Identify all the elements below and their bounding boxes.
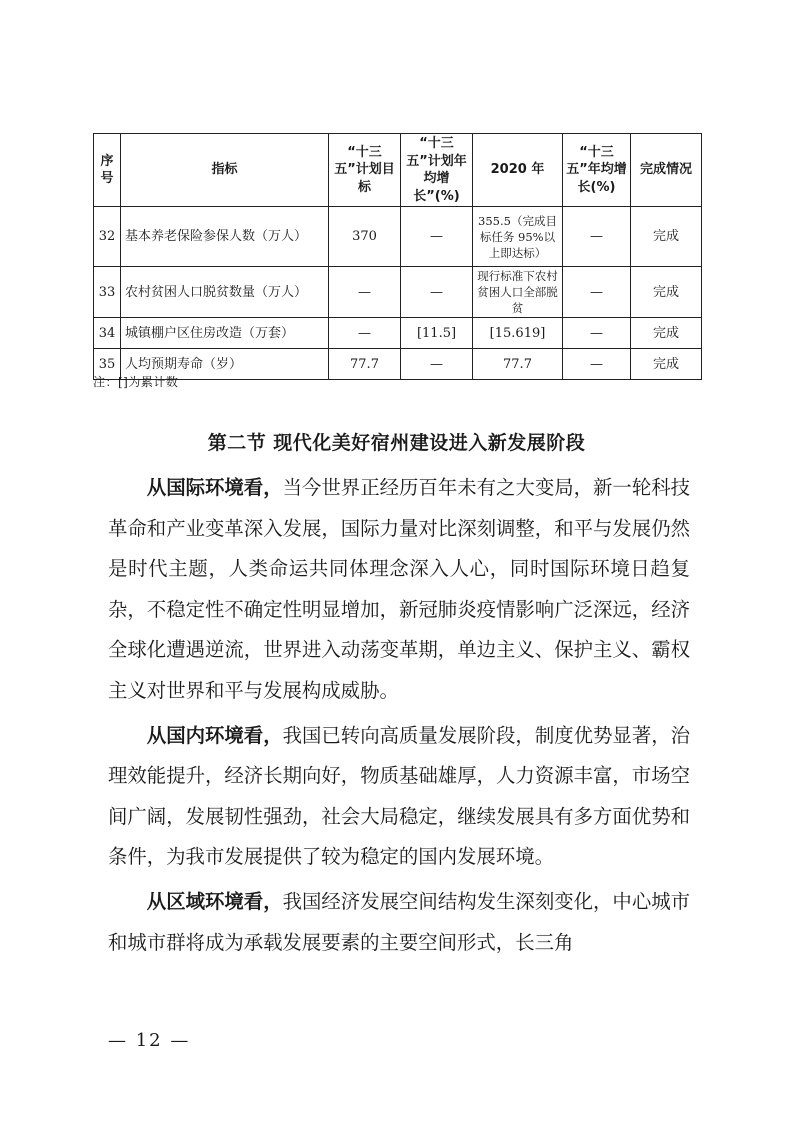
cell-indicator: 基本养老保险参保人数（万人） (121, 207, 329, 267)
table-row (94, 207, 702, 267)
cell-actual-growth: — (563, 349, 631, 380)
cell-num: 35 (94, 349, 121, 380)
table-row (94, 349, 702, 380)
cell-num: 34 (94, 318, 121, 349)
paragraph-text: 我国经济发展空间结构发生深刻变化，中心城市和城市群将成为承载发展要素的主要空间形式，长三角 (108, 889, 691, 954)
cell-indicator: 人均预期寿命（岁） (121, 349, 329, 380)
cell-num: 33 (94, 267, 121, 318)
header-plan-growth: “十三五”计划年均增长”(%) (401, 134, 473, 207)
cell-actual-growth: — (563, 318, 631, 349)
paragraph-domestic (108, 716, 690, 878)
cell-plan-target: — (329, 267, 401, 318)
cell-num: 32 (94, 207, 121, 267)
cell-indicator: 农村贫困人口脱贫数量（万人） (121, 267, 329, 318)
cell-status: 完成 (631, 207, 702, 267)
cell-2020: 77.7 (473, 349, 563, 380)
paragraph-text: 我国已转向高质量发展阶段，制度优势显著，治理效能提升，经济长期向好，物质基础雄厚，人力资源丰富，市场空间广阔，发展韧性强劲，社会大局稳定，继续发展具有多方面优势和条件，为我市发展提供了较为稳定的国内发展环境。 (108, 723, 691, 869)
cell-plan-growth: [11.5] (401, 318, 473, 349)
header-2020: 2020 年 (473, 134, 563, 207)
cell-status: 完成 (631, 318, 702, 349)
cell-2020: [15.619] (473, 318, 563, 349)
cell-status: 完成 (631, 267, 702, 318)
paragraph-lead: 从国内环境看， (146, 723, 283, 747)
paragraph-regional (108, 882, 690, 963)
cell-plan-target: 77.7 (329, 349, 401, 380)
paragraph-text: 当今世界正经历百年未有之大变局，新一轮科技革命和产业变革深入发展，国际力量对比深刻调整，和平与发展仍然是时代主题，人类命运共同体理念深入人心，同时国际环境日趋复杂，不稳定性不确定性明显增加，新冠肺炎疫情影响广泛深远，经济全球化遭遇逆流，世界进入动荡变革期，单边主义、保护主义、霸权主义对世界和平与发展构成威胁。 (108, 476, 691, 702)
cell-actual-growth: — (563, 267, 631, 318)
cell-status: 完成 (631, 349, 702, 380)
header-actual-growth: “十三五”年均增长(%) (563, 134, 631, 207)
indicator-table (93, 133, 702, 380)
table-row (94, 267, 702, 318)
body-text (108, 468, 690, 967)
cell-plan-growth: — (401, 267, 473, 318)
header-plan-target: “十三五”计划目标 (329, 134, 401, 207)
cell-plan-growth: — (401, 349, 473, 380)
header-indicator: 指标 (121, 134, 329, 207)
cell-plan-growth: — (401, 207, 473, 267)
table-header-row (94, 134, 702, 207)
cell-actual-growth: — (563, 207, 631, 267)
table-row (94, 318, 702, 349)
paragraph-lead: 从国际环境看， (146, 476, 283, 499)
header-num: 序号 (94, 134, 121, 207)
cell-plan-target: — (329, 318, 401, 349)
cell-2020: 现行标准下农村贫困人口全部脱贫 (473, 267, 563, 318)
cell-indicator: 城镇棚户区住房改造（万套） (121, 318, 329, 349)
section-title: 第二节 现代化美好宿州建设进入新发展阶段 (207, 432, 586, 454)
page-number: — 12 — (108, 1030, 191, 1051)
table-note: 注：[]为累计数 (93, 375, 179, 389)
cell-plan-target: 370 (329, 207, 401, 267)
paragraph-international (108, 468, 690, 712)
paragraph-lead: 从区域环境看， (146, 889, 283, 913)
header-status: 完成情况 (631, 134, 702, 207)
cell-2020: 355.5（完成目标任务 95%以上即达标） (473, 207, 563, 267)
